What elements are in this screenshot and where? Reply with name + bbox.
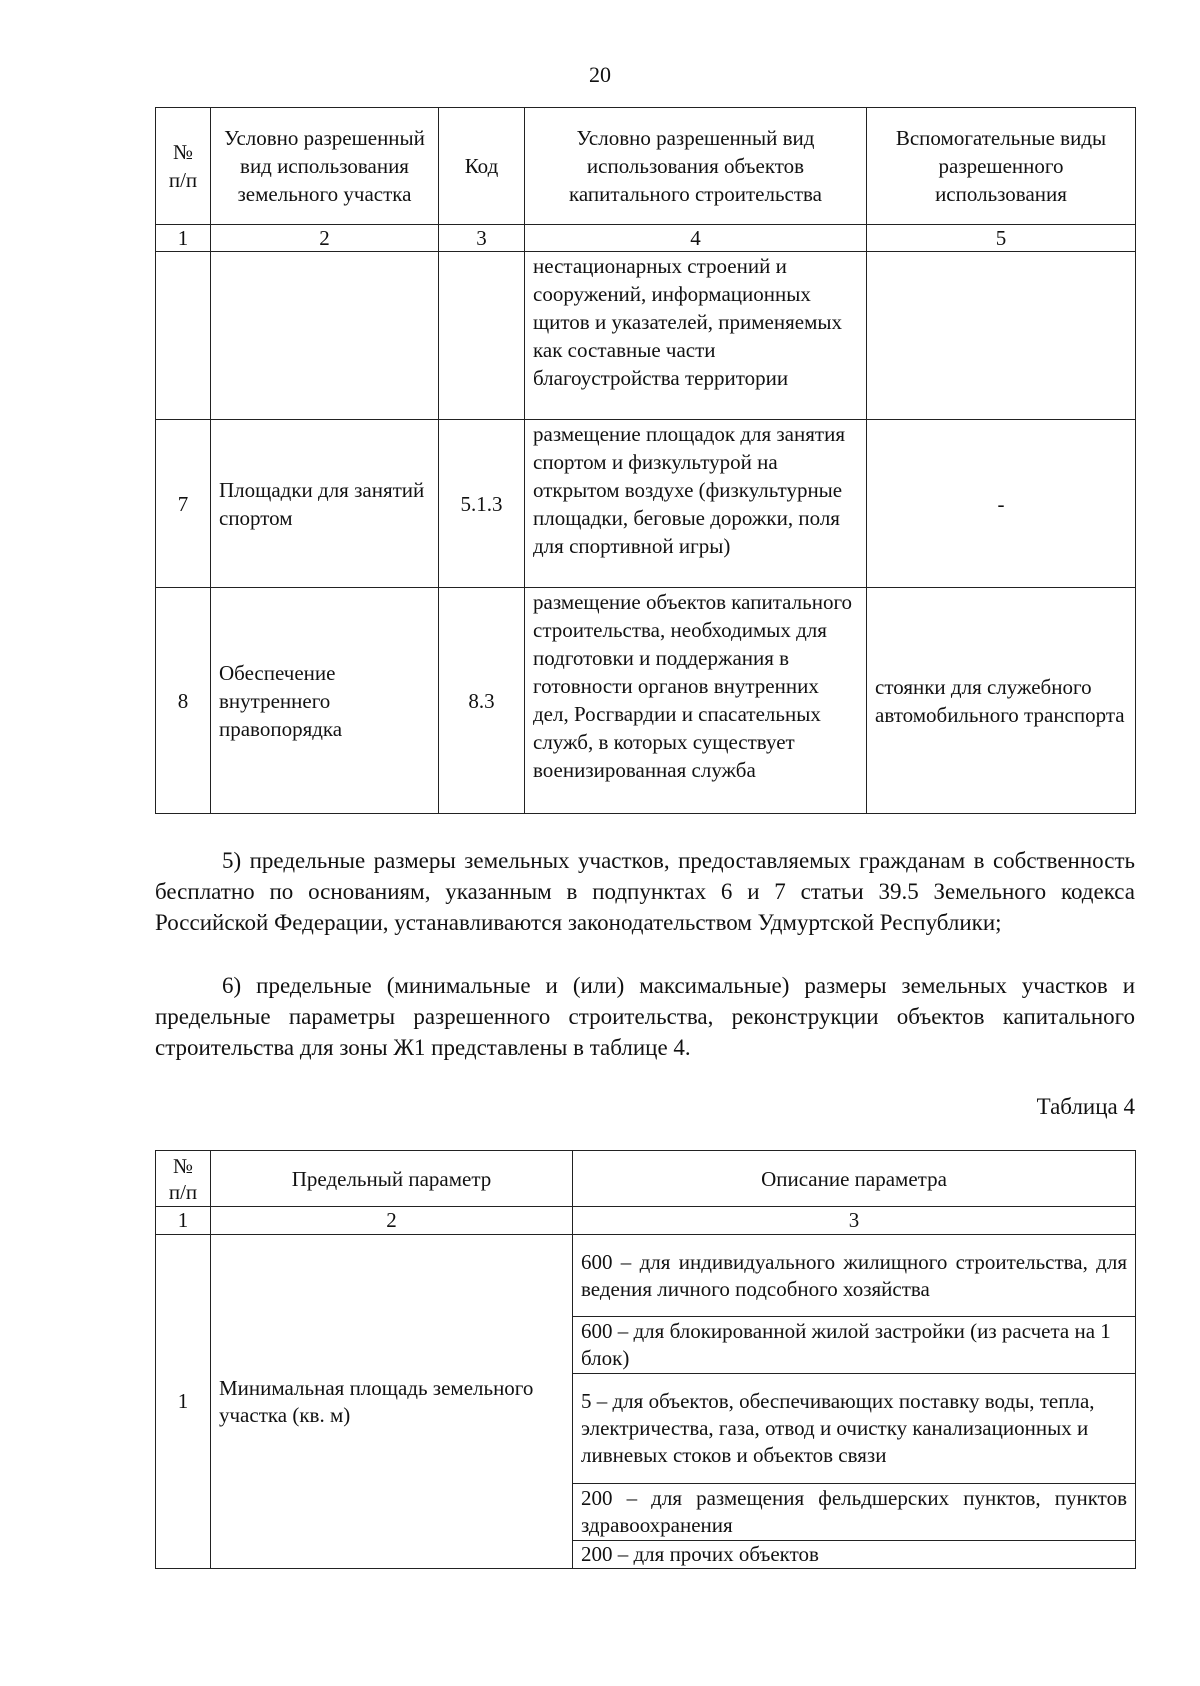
column-number: 4 xyxy=(525,225,867,252)
parameter-description: 600 – для блокированной жилой застройки (из расчета на 1 блок) xyxy=(573,1317,1136,1374)
row-number: 8 xyxy=(156,588,211,814)
header-cell: Условно разрешенный вид использования земельного участка xyxy=(211,108,439,225)
column-number-row xyxy=(156,225,1136,252)
table-row xyxy=(156,588,1136,814)
table-header-row xyxy=(156,1151,1136,1207)
table-header-row xyxy=(156,108,1136,225)
parameter-name: Минимальная площадь земельного участка (кв. м) xyxy=(211,1235,573,1569)
column-number: 3 xyxy=(439,225,525,252)
land-use-description: нестационарных строений и сооружений, информационных щитов и указателей, применяемых как составные части благоустройства территории xyxy=(525,252,867,420)
land-use-name: Площадки для занятий спортом xyxy=(211,420,439,588)
column-number: 5 xyxy=(867,225,1136,252)
paragraph-6: 6) предельные (минимальные и (или) максимальные) размеры земельных участков и предельные параметры разрешенного строительства, реконструкции объектов капитального строительства для зоны Ж1 представлены в таблице 4. xyxy=(155,973,1135,1060)
land-use-name: Обеспечение внутреннего правопорядка xyxy=(211,588,439,814)
row-number: 1 xyxy=(156,1235,211,1569)
auxiliary-use: стоянки для служебного автомобильного транспорта xyxy=(867,588,1136,814)
column-number: 2 xyxy=(211,1207,573,1235)
header-cell: № п/п xyxy=(156,108,211,225)
page-number: 20 xyxy=(589,62,611,87)
parameter-description: 5 – для объектов, обеспечивающих поставку воды, тепла, электричества, газа, отвод и очистку канализационных и ливневых стоков и объектов связи xyxy=(573,1374,1136,1484)
auxiliary-use: - xyxy=(867,420,1136,588)
table-row xyxy=(156,252,1136,420)
land-use-code xyxy=(439,252,525,420)
row-number: 7 xyxy=(156,420,211,588)
land-use-table xyxy=(155,107,1136,814)
paragraph-5: 5) предельные размеры земельных участков, предоставляемых гражданам в собственность бесплатно по основаниям, указанным в подпунктах 6 и 7 статьи 39.5 Земельного кодекса Российской Федерации, устанавливаются законодательством Удмуртской Республики; xyxy=(155,848,1135,935)
parameter-description: 200 – для прочих объектов xyxy=(573,1541,1136,1569)
column-number: 1 xyxy=(156,1207,211,1235)
parameters-table xyxy=(155,1150,1136,1569)
column-number-row xyxy=(156,1207,1136,1235)
column-number: 1 xyxy=(156,225,211,252)
table-caption: Таблица 4 xyxy=(1036,1094,1135,1119)
header-cell: Код xyxy=(439,108,525,225)
parameter-description: 600 – для индивидуального жилищного строительства, для ведения личного подсобного хозяйства xyxy=(573,1235,1136,1317)
land-use-code: 5.1.3 xyxy=(439,420,525,588)
row-number xyxy=(156,252,211,420)
header-cell: № п/п xyxy=(156,1151,211,1207)
land-use-name xyxy=(211,252,439,420)
header-cell: Вспомогательные виды разрешенного использования xyxy=(867,108,1136,225)
header-cell: Предельный параметр xyxy=(211,1151,573,1207)
land-use-description: размещение объектов капитального строительства, необходимых для подготовки и поддержания в готовности органов внутренних дел, Росгвардии и спасательных служб, в которых существует военизированная служба xyxy=(525,588,867,814)
column-number: 2 xyxy=(211,225,439,252)
header-cell: Описание параметра xyxy=(573,1151,1136,1207)
table-row xyxy=(156,1235,1136,1317)
land-use-code: 8.3 xyxy=(439,588,525,814)
parameter-description: 200 – для размещения фельдшерских пунктов, пунктов здравоохранения xyxy=(573,1484,1136,1541)
auxiliary-use xyxy=(867,252,1136,420)
column-number: 3 xyxy=(573,1207,1136,1235)
header-cell: Условно разрешенный вид использования объектов капитального строительства xyxy=(525,108,867,225)
land-use-description: размещение площадок для занятия спортом и физкультурой на открытом воздухе (физкультурные площадки, беговые дорожки, поля для спортивной игры) xyxy=(525,420,867,588)
table-row xyxy=(156,420,1136,588)
